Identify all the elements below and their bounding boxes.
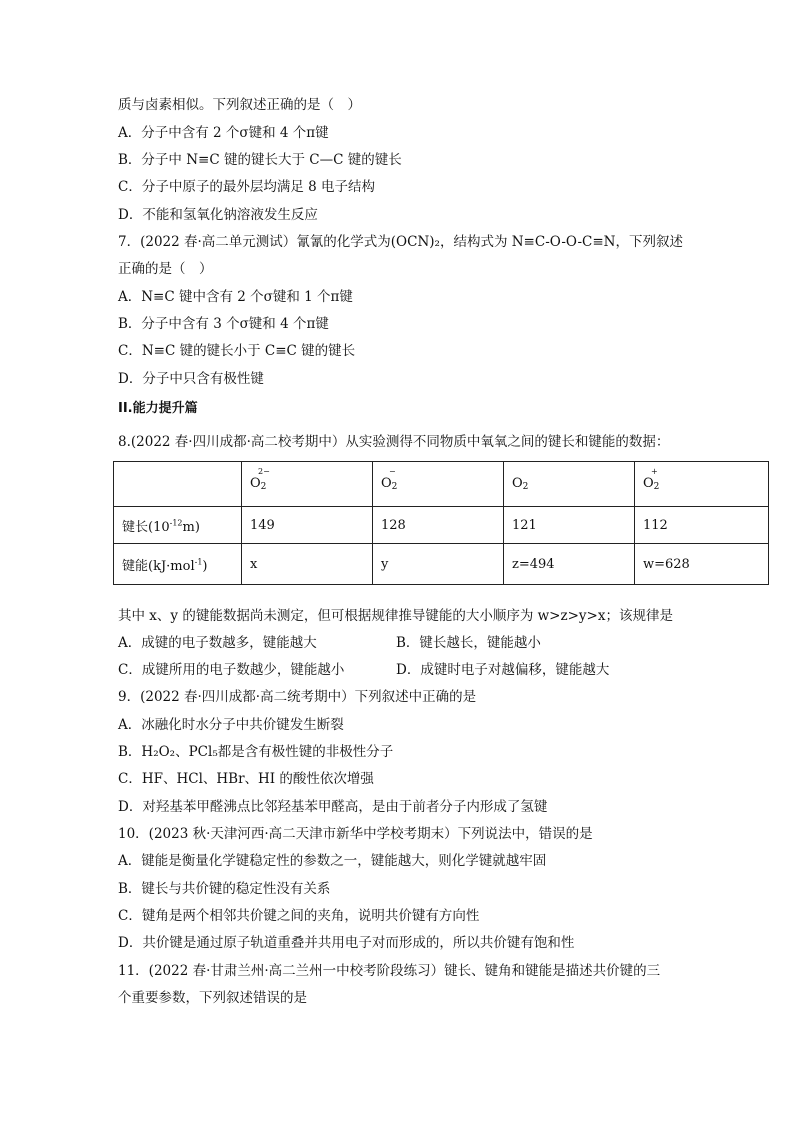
q8-stem: 8.(2022 春·四川成都·高二校考期中）从实验测得不同物质中氧氧之间的键长和键能的数据： [118, 434, 670, 450]
q7-option-b: B．分子中含有 3 个σ键和 4 个π键 [118, 316, 329, 332]
q9-option-c: C．HF、HCl、HBr、HI 的酸性依次增强 [118, 771, 374, 787]
q7-option-c: C．N≡C 键的键长小于 C≡C 键的键长 [118, 343, 356, 359]
q8-option-b: B．键长越长，键能越小 [396, 635, 541, 651]
ion-oxygen: $O_2$ [512, 476, 529, 492]
table-ion-cell [373, 462, 504, 507]
bond-length-value: 128 [373, 507, 504, 544]
q8-options-row2 [118, 661, 609, 679]
table-row-bond-length [114, 507, 769, 544]
q8-option-c: C．成键所用的电子数越少，键能越小 [118, 662, 345, 678]
q7-stem-line1: 7．(2022 春·高二单元测试）氰氰的化学式为(OCN)₂，结构式为 N≡C-O-O-C≡N，下列叙述 [118, 234, 683, 250]
q10-option-c: C．键角是两个相邻共价键之间的夹角，说明共价键有方向性 [118, 908, 480, 924]
q8-option-a: A．成键的电子数越多，键能越大 [118, 635, 317, 651]
bond-length-value: 112 [635, 507, 769, 544]
q6-option-c: C．分子中原子的最外层均满足 8 电子结构 [118, 179, 376, 195]
bond-length-value: 121 [504, 507, 635, 544]
q11-stem-line2: 个重要参数，下列叙述错误的是 [118, 990, 307, 1006]
q7-option-d: D．分子中只含有极性键 [118, 371, 264, 387]
bond-energy-value: w=628 [635, 544, 769, 585]
q9-option-d: D．对羟基苯甲醛沸点比邻羟基苯甲醛高，是由于前者分子内形成了氢键 [118, 799, 548, 815]
table-row-bond-energy [114, 544, 769, 585]
bond-energy-value: x [242, 544, 373, 585]
q6-option-d: D．不能和氢氧化钠溶液发生反应 [118, 207, 318, 223]
ion-peroxide: $O_2$ 2− [250, 467, 270, 492]
q8-option-d: D．成键时电子对越偏移，键能越大 [396, 662, 610, 678]
bond-data-table [113, 461, 769, 585]
q9-stem: 9．(2022 春·四川成都·高二统考期中）下列叙述中正确的是 [118, 689, 477, 705]
q10-stem: 10．(2023 秋·天津河西·高二天津市新华中学校考期末）下列说法中，错误的是 [118, 826, 593, 842]
q9-option-a: A．冰融化时水分子中共价键发生断裂 [118, 717, 344, 733]
table-ion-cell [504, 462, 635, 507]
table-ion-cell [242, 462, 373, 507]
bond-energy-value: z=494 [504, 544, 635, 585]
q10-option-d: D．共价键是通过原子轨道重叠并共用电子对而形成的，所以共价键有饱和性 [118, 935, 575, 951]
table-corner-cell [114, 462, 242, 507]
section-title: II.能力提升篇 [118, 401, 198, 416]
table-ion-cell [635, 462, 769, 507]
q7-option-a: A．N≡C 键中含有 2 个σ键和 1 个π键 [118, 289, 353, 305]
q8-options-row1 [118, 634, 541, 652]
q7-stem-line2: 正确的是（ ） [118, 261, 213, 277]
bond-length-value: 149 [242, 507, 373, 544]
bond-energy-value: y [373, 544, 504, 585]
bond-length-label: 键长$(10^{-12}m)$ [114, 507, 242, 544]
q11-stem-line1: 11．(2022 春·甘肃兰州·高二兰州一中校考阶段练习）键长、键角和键能是描述共价键的三 [118, 963, 661, 979]
q6-option-a: A．分子中含有 2 个σ键和 4 个π键 [118, 125, 329, 141]
ion-superoxide: $O_2$ − [381, 467, 398, 492]
q6-stem-tail: 质与卤素相似。下列叙述正确的是（ ） [118, 97, 361, 113]
bond-energy-label: 键能(kJ·mol$^{-1}$) [114, 544, 242, 585]
ion-dioxygenyl: $O_2$ + [643, 467, 660, 492]
q10-option-a: A．键能是衡量化学键稳定性的参数之一，键能越大，则化学键就越牢固 [118, 853, 547, 869]
q9-option-b: B．H₂O₂、PCl₅都是含有极性键的非极性分子 [118, 744, 394, 760]
table-header-row [114, 462, 769, 507]
q6-option-b: B．分子中 N≡C 键的键长大于 C—C 键的键长 [118, 152, 402, 168]
q10-option-b: B．键长与共价键的稳定性没有关系 [118, 881, 331, 897]
q8-after-text: 其中 x、y 的键能数据尚未测定，但可根据规律推导键能的大小顺序为 w>z>y>x；该规律是 [118, 608, 673, 624]
